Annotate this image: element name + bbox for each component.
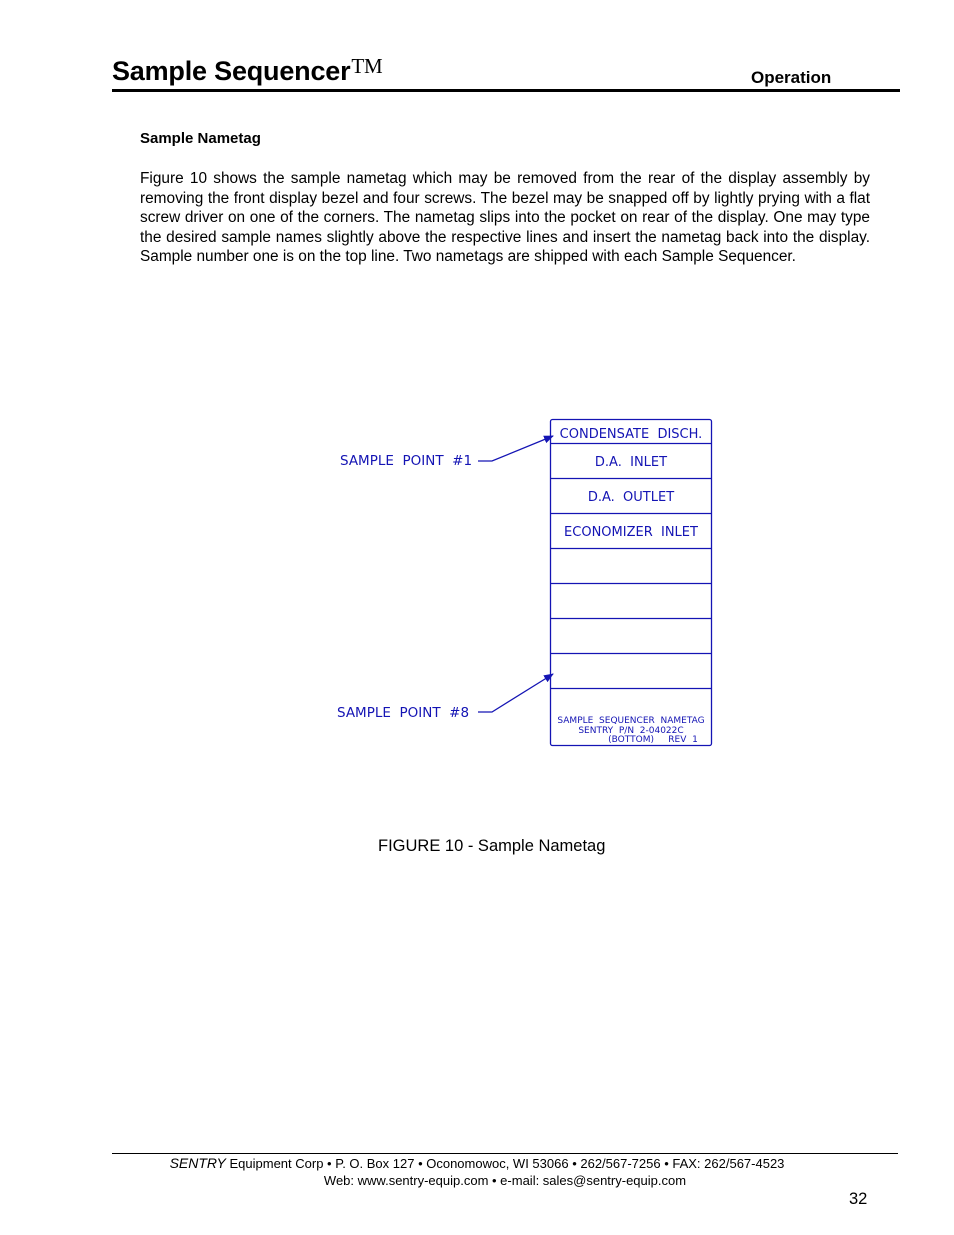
body-paragraph: Figure 10 shows the sample nametag which may be removed from the rear of the display assembly by removing the front display bezel and four screws. The bezel may be snapped off by lightly prying with a flat screw driver on one of the corners. The nametag slips into the pocket on rear of the display. One may type the desired sample names slightly above the respective lines and insert the nametag back into the display. Sample number one is on the top line. Two nametags are shipped with each Sample Sequencer.	[140, 170, 870, 266]
tag-footer-line-1: SAMPLE SEQUENCER NAMETAG	[557, 716, 705, 726]
footer-web: Web: www.sentry-equip.com • e-mail: sales@sentry-equip.com	[323, 1173, 687, 1188]
tag-footer-line-2: SENTRY P/N 2-04022C	[578, 726, 684, 736]
section-label: Operation	[751, 68, 832, 87]
callout-label-last: SAMPLE POINT #8	[337, 705, 470, 721]
nametag-row-3: D.A. OUTLET	[587, 490, 675, 505]
tag-footer-line-3: (BOTTOM) REV 1	[608, 735, 698, 745]
nametag-row-4: ECONOMIZER INLET	[564, 525, 698, 540]
figure-caption: FIGURE 10 - Sample Nametag	[378, 837, 606, 855]
callout-label-first: SAMPLE POINT #1	[340, 453, 473, 469]
title-text: Sample Sequencer	[112, 56, 351, 86]
trademark-symbol: TM	[351, 54, 383, 78]
section-heading: Sample Nametag	[140, 130, 261, 147]
nametag-row-2: D.A. INLET	[594, 455, 668, 470]
footer-address	[0, 1155, 954, 1171]
footer-address-text: Equipment Corp • P. O. Box 127 • Oconomowoc, WI 53066 • 262/567-7256 • FAX: 262/567-4523	[225, 1156, 785, 1171]
footer-divider	[112, 1153, 898, 1154]
nametag-row-1: CONDENSATE DISCH.	[559, 427, 703, 442]
footer-brand: SENTRY	[169, 1155, 226, 1171]
callout-arrow-first	[478, 436, 553, 461]
callout-arrow-last	[478, 674, 553, 712]
page-number: 32	[849, 1190, 868, 1208]
